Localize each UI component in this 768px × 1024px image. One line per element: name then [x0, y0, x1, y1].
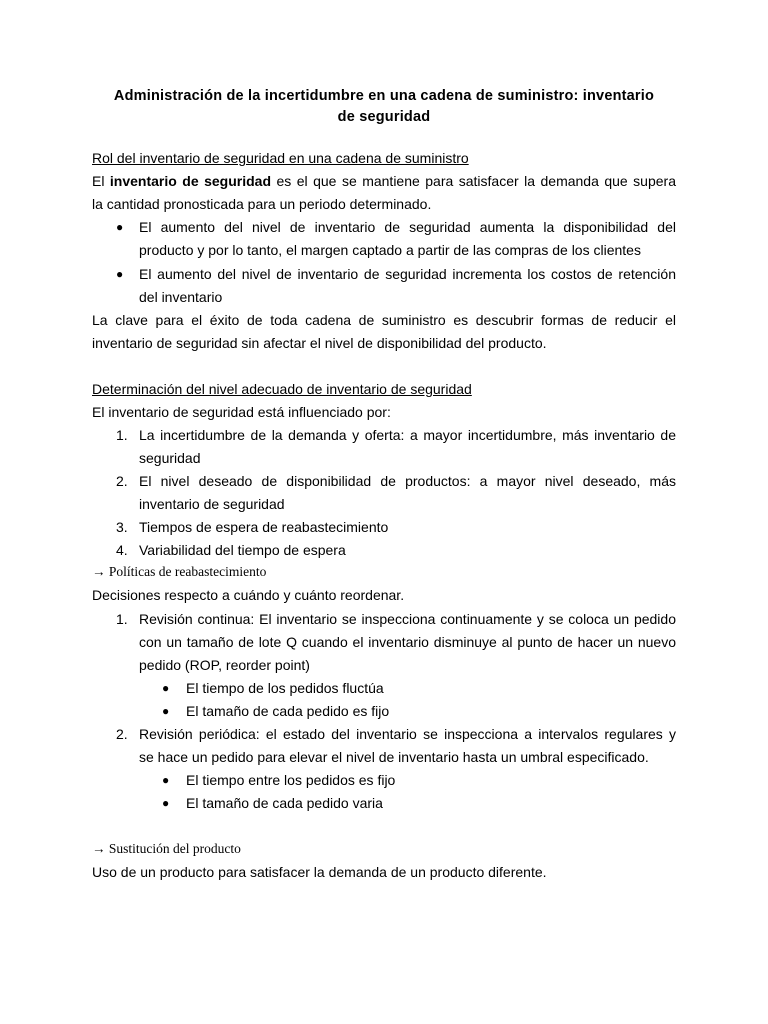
paragraph-1-line-2: la cantidad pronosticada para un periodo determinado. — [92, 196, 432, 212]
paragraph-2-line-1: La clave para el éxito de toda cadena de suministro es descubrir formas de reducir el — [92, 312, 676, 328]
policy-1-line-3: pedido (ROP, reorder point) — [139, 657, 310, 673]
paragraph-1-line-1 — [92, 171, 676, 191]
list-item-3: Tiempos de espera de reabastecimiento — [139, 519, 389, 535]
list-number: 3. — [116, 519, 128, 535]
section-heading-determinacion: Determinación del nivel adecuado de inventario de seguridad — [92, 381, 472, 397]
list-item-1-line-1: La incertidumbre de la demanda y oferta: a mayor incertidumbre, más inventario de — [139, 427, 676, 443]
document-title — [92, 86, 676, 128]
policy-2-sub-2: El tamaño de cada pedido varia — [186, 795, 383, 811]
bullet-marker: ● — [162, 773, 170, 787]
title-line-1: Administración de la incertidumbre en una cadena de suministro: inventario — [113, 88, 655, 104]
bold-term: inventario de seguridad — [109, 173, 272, 189]
list-number: 4. — [116, 542, 128, 558]
paragraph-text: es el que se mantiene para satisfacer la demanda que supera — [271, 173, 676, 189]
paragraph-text: El — [92, 173, 110, 189]
bullet-marker: ● — [162, 704, 170, 718]
section-4-text: Uso de un producto para satisfacer la demanda de un producto diferente. — [92, 864, 547, 880]
list-number: 2. — [116, 473, 128, 489]
list-item-4: Variabilidad del tiempo de espera — [139, 542, 346, 558]
bullet-marker: ● — [162, 796, 170, 810]
list-item-1-line-2: seguridad — [139, 450, 201, 466]
policy-1-line-2: con un tamaño de lote Q cuando el inventario disminuye al punto de hacer un nuevo — [139, 634, 676, 650]
bullet-marker: ● — [116, 220, 124, 234]
list-number: 2. — [116, 726, 128, 742]
policy-2-line-1: Revisión periódica: el estado del inventario se inspecciona a intervalos regulares y — [139, 726, 676, 742]
bullet-1-line-2: producto y por lo tanto, el margen captado a partir de las compras de los clientes — [139, 242, 641, 258]
section-heading-politicas: → Políticas de reabastecimiento — [92, 564, 267, 579]
section-3-intro: Decisiones respecto a cuándo y cuánto reordenar. — [92, 587, 405, 603]
section-2-intro: El inventario de seguridad está influenciado por: — [92, 404, 391, 420]
section-heading-sustitucion: → Sustitución del producto — [92, 841, 241, 856]
list-item-2-line-1: El nivel deseado de disponibilidad de productos: a mayor nivel deseado, más — [139, 473, 676, 489]
bullet-2-line-2: del inventario — [139, 289, 223, 305]
bullet-marker: ● — [162, 681, 170, 695]
policy-1-sub-1: El tiempo de los pedidos fluctúa — [186, 680, 384, 696]
policy-1-line-1: Revisión continua: El inventario se inspecciona continuamente y se coloca un pedido — [139, 611, 676, 627]
list-item-2-line-2: inventario de seguridad — [139, 496, 285, 512]
bullet-1-line-1: El aumento del nivel de inventario de seguridad aumenta la disponibilidad del — [139, 219, 676, 235]
policy-2-line-2: se hace un pedido para elevar el nivel de inventario hasta un umbral especificado. — [139, 749, 649, 765]
policy-1-sub-2: El tamaño de cada pedido es fijo — [186, 703, 390, 719]
section-heading-rol: Rol del inventario de seguridad en una cadena de suministro — [92, 150, 469, 166]
policy-2-sub-1: El tiempo entre los pedidos es fijo — [186, 772, 396, 788]
title-line-2: de seguridad — [337, 109, 431, 125]
bullet-2-line-1: El aumento del nivel de inventario de seguridad incrementa los costos de retención — [139, 266, 676, 282]
list-number: 1. — [116, 427, 128, 443]
bullet-marker: ● — [116, 267, 124, 281]
paragraph-2-line-2: inventario de seguridad sin afectar el nivel de disponibilidad del producto. — [92, 335, 547, 351]
list-number: 1. — [116, 611, 128, 627]
